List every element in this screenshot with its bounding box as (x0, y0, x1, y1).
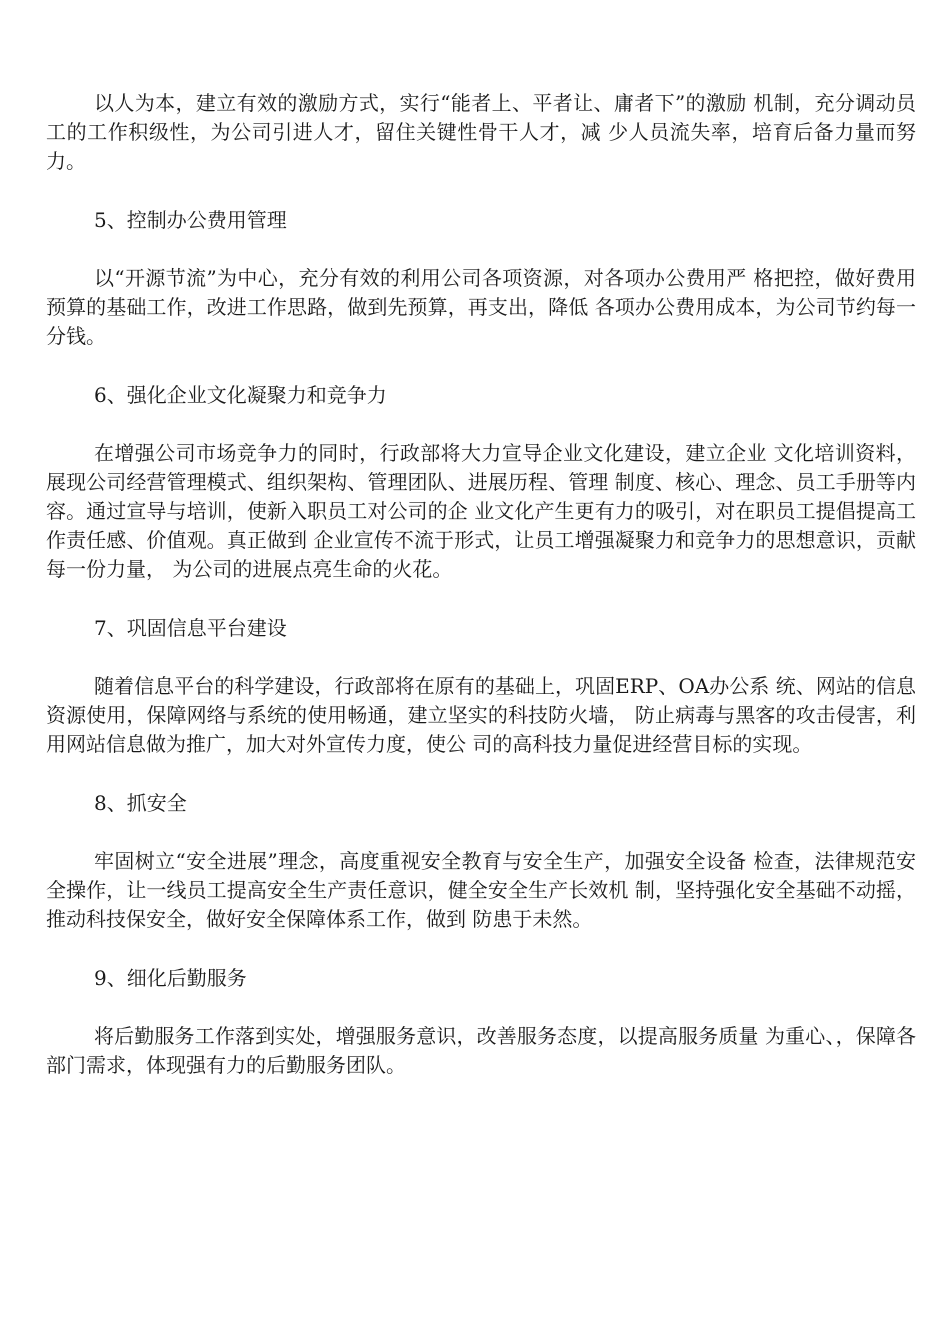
spacer (46, 351, 916, 381)
spacer (46, 176, 916, 206)
heading-office-expense: 5、控制办公费用管理 (94, 208, 287, 232)
paragraph-talent-incentive: 以人为本，建立有效的激励方式，实行“能者上、平者让、庸者下”的激励 机制，充分调动员工的工作积级性，为公司引进人才，留住关键性骨干人才，减 少人员流失率，培育后备力量而努力。 (46, 91, 916, 173)
heading-info-platform: 7、巩固信息平台建设 (94, 616, 287, 640)
spacer (46, 993, 916, 1022)
heading-safety: 8、抓安全 (94, 791, 187, 815)
paragraph-office-expense: 以“开源节流”为中心，充分有效的利用公司各项资源，对各项办公费用严 格把控，做好费用预算的基础工作，改进工作思路，做到先预算，再支出，降低 各项办公费用成本，为公司节约每一分钱。 (46, 266, 916, 348)
spacer (46, 759, 916, 789)
spacer (46, 934, 916, 964)
document-page (46, 89, 916, 1080)
heading-logistics: 9、细化后勤服务 (94, 966, 247, 990)
spacer (46, 643, 916, 672)
paragraph-safety: 牢固树立“安全进展”理念，高度重视安全教育与安全生产，加强安全设备 检查，法律规范安全操作，让一线员工提高安全生产责任意识，健全安全生产长效机 制，坚持强化安全基础不动摇，推动科技保安全，做好安全保障体系工作，做到 防患于未然。 (46, 849, 916, 931)
heading-corporate-culture: 6、强化企业文化凝聚力和竞争力 (94, 383, 387, 407)
spacer (46, 410, 916, 439)
paragraph-logistics: 将后勤服务工作落到实处，增强服务意识，改善服务态度，以提高服务质量 为重心、，保障各部门需求，体现强有力的后勤服务团队。 (46, 1024, 916, 1077)
paragraph-info-platform: 随着信息平台的科学建设，行政部将在原有的基础上，巩固ERP、OA办公系 统、网站的信息资源使用，保障网络与系统的使用畅通，建立坚实的科技防火墙， 防止病毒与黑客的攻击侵害，利用网站信息做为推广，加大对外宣传力度，使公 司的高科技力量促进经营目标的实现。 (46, 674, 916, 756)
paragraph-corporate-culture: 在增强公司市场竞争力的同时，行政部将大力宣导企业文化建设，建立企业 文化培训资料，展现公司经营管理模式、组织架构、管理团队、进展历程、管理 制度、核心、理念、员工手册等内容。通过宣导与培训，使新入职员工对公司的企 业文化产生更有力的吸引，对在职员工提倡提高工作责任感、价值观。真正做到 企业宣传不流于形式，让员工增强凝聚力和竞争力的思想意识，贡献每一份力量， 为公司的进展点亮生命的火花。 (46, 441, 916, 581)
spacer (46, 584, 916, 614)
spacer (46, 818, 916, 847)
spacer (46, 235, 916, 264)
